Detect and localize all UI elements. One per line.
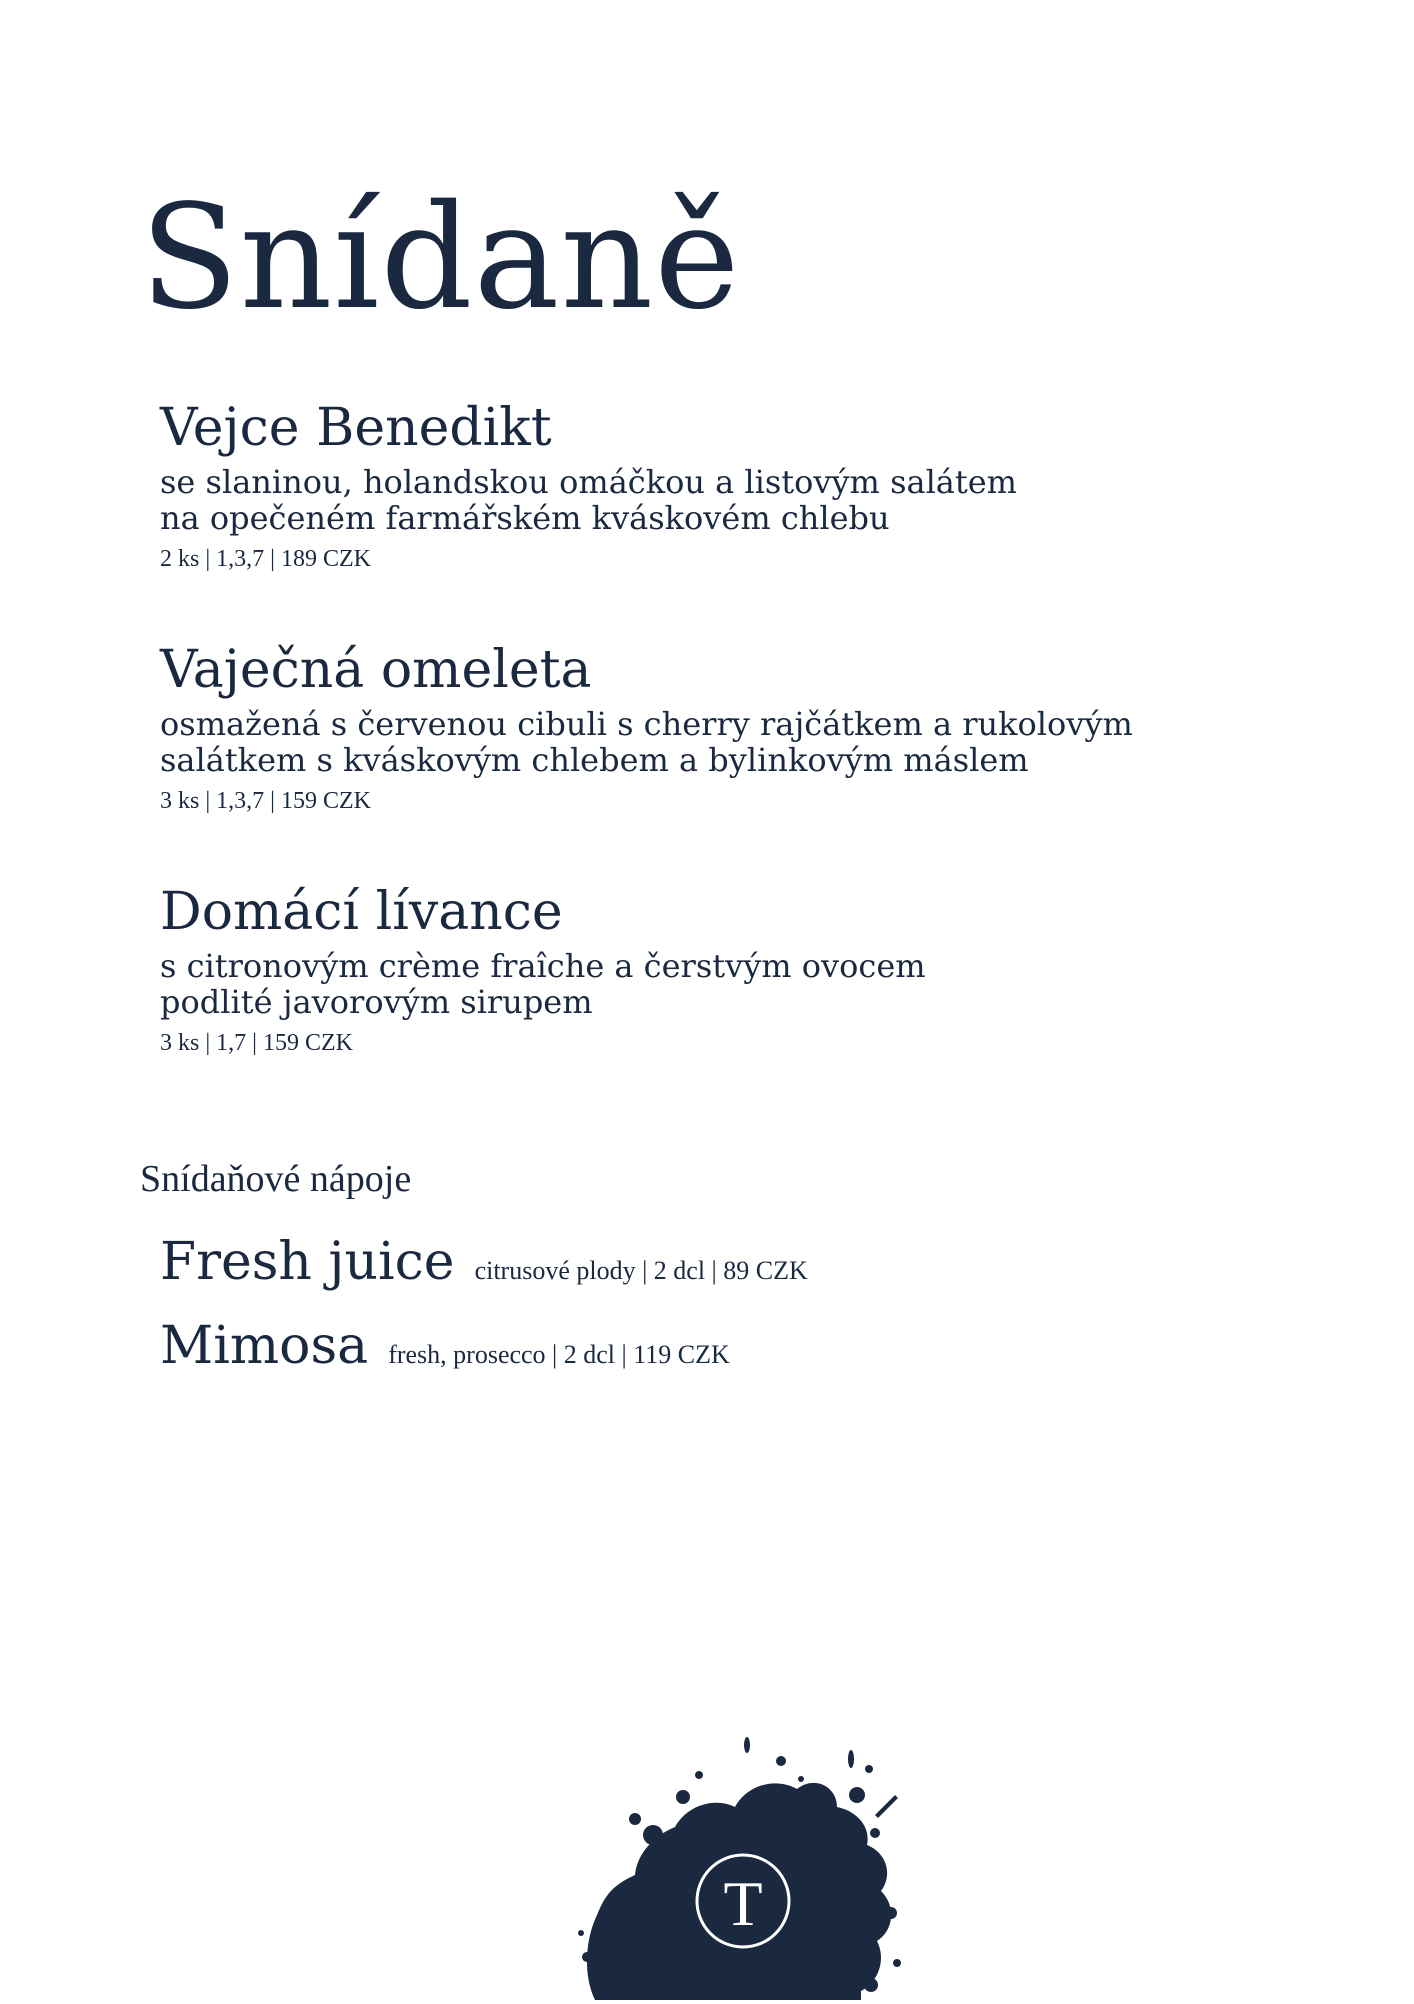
dish-meta: 3 ks | 1,7 | 159 CZK [160, 1030, 353, 1056]
drink-meta: citrusové plody | 2 dcl | 89 CZK [474, 1256, 808, 1285]
drink-meta: fresh, prosecco | 2 dcl | 119 CZK [388, 1340, 730, 1369]
dish-item [160, 640, 1300, 816]
dish-item [160, 398, 1300, 574]
dish-meta: 2 ks | 1,3,7 | 189 CZK [160, 546, 371, 572]
dish-description [160, 706, 1300, 778]
page-title: Snídaně [140, 173, 741, 341]
dish-description-line: na opečeném farmářském kváskovém chlebu [160, 499, 890, 537]
dish-description-line: osmažená s červenou cibuli s cherry rajčátkem a rukolovým [160, 705, 1133, 743]
dish-name: Vejce Benedikt [160, 398, 552, 458]
drink-item [160, 1232, 808, 1292]
dish-name: Domácí lívance [160, 882, 563, 942]
dish-name: Vaječná omeleta [160, 640, 592, 700]
dish-meta: 3 ks | 1,3,7 | 159 CZK [160, 788, 371, 814]
dish-description-line: podlité javorovým sirupem [160, 983, 593, 1021]
drinks-section-title: Snídaňové nápoje [140, 1158, 412, 1200]
ink-splash-logo-icon [575, 1735, 915, 2000]
dish-description-line: se slaninou, holandskou omáčkou a listovým salátem [160, 463, 1018, 501]
dish-description [160, 948, 1300, 1020]
dish-description-line: salátkem s kváskovým chlebem a bylinkovým máslem [160, 741, 1029, 779]
drink-name: Mimosa [160, 1316, 369, 1376]
dish-item [160, 882, 1300, 1058]
drink-name: Fresh juice [160, 1232, 455, 1292]
logo-letter: T [723, 1868, 763, 1939]
dish-description-line: s citronovým crème fraîche a čerstvým ovocem [160, 947, 926, 985]
drink-item [160, 1316, 730, 1376]
dish-description [160, 464, 1300, 536]
